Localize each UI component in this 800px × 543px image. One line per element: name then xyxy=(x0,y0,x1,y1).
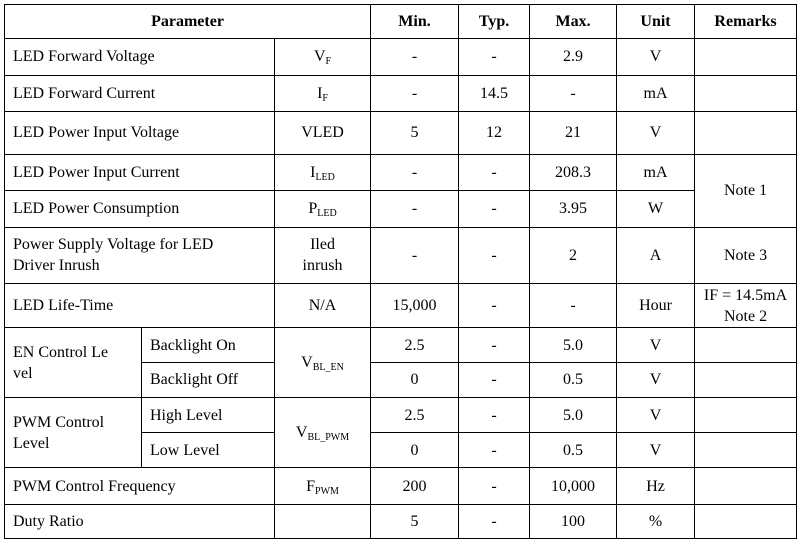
max-cell: 5.0 xyxy=(530,328,617,362)
symbol-cell: $V_{BL\_PWM}$ xyxy=(275,397,371,468)
min-cell: - xyxy=(371,75,459,111)
unit-cell: V xyxy=(617,397,695,432)
header-row xyxy=(5,5,797,39)
parameter-name: Power Supply Voltage for LED Driver Inrush xyxy=(5,227,275,283)
typ-cell: - xyxy=(459,39,530,75)
unit-cell: W xyxy=(617,191,695,227)
table-row xyxy=(5,75,797,111)
min-cell: - xyxy=(371,155,459,191)
symbol-cell: $F_{PWM}$ xyxy=(275,468,371,504)
min-cell: - xyxy=(371,39,459,75)
unit-cell: V xyxy=(617,362,695,397)
min-cell: 15,000 xyxy=(371,284,459,328)
remarks-cell xyxy=(695,433,797,468)
table-row xyxy=(5,328,797,362)
group-pwm-control: PWM Control Level xyxy=(5,397,142,468)
max-cell: 100 xyxy=(530,504,617,538)
sub-parameter: High Level xyxy=(142,397,275,432)
typ-cell: - xyxy=(459,155,530,191)
remarks-cell xyxy=(695,39,797,75)
max-cell: 2.9 xyxy=(530,39,617,75)
min-cell: 0 xyxy=(371,433,459,468)
unit-cell: % xyxy=(617,504,695,538)
table-row xyxy=(5,111,797,154)
remarks-cell xyxy=(695,328,797,362)
max-cell: - xyxy=(530,284,617,328)
header-typ: Typ. xyxy=(459,5,530,39)
unit-cell: mA xyxy=(617,155,695,191)
table-row xyxy=(5,155,797,191)
remarks-cell xyxy=(695,111,797,154)
min-cell: 2.5 xyxy=(371,328,459,362)
max-cell: 0.5 xyxy=(530,433,617,468)
max-cell: - xyxy=(530,75,617,111)
max-cell: 10,000 xyxy=(530,468,617,504)
parameter-name: LED Forward Current xyxy=(5,75,275,111)
remarks-cell xyxy=(695,504,797,538)
typ-cell: - xyxy=(459,191,530,227)
typ-cell: - xyxy=(459,468,530,504)
parameter-name: LED Power Input Current xyxy=(5,155,275,191)
group-en-control: EN Control Le vel xyxy=(5,328,142,398)
led-spec-table xyxy=(4,4,797,539)
typ-cell: - xyxy=(459,433,530,468)
unit-cell: mA xyxy=(617,75,695,111)
table-row xyxy=(5,39,797,75)
header-parameter: Parameter xyxy=(5,5,371,39)
symbol-cell: $V_F$ xyxy=(275,39,371,75)
symbol-cell: N/A xyxy=(275,284,371,328)
parameter-name: LED Life-Time xyxy=(5,284,275,328)
symbol-cell: $V_{BL\_EN}$ xyxy=(275,328,371,398)
table-row xyxy=(5,504,797,538)
unit-cell: A xyxy=(617,227,695,283)
unit-cell: V xyxy=(617,328,695,362)
remarks-cell xyxy=(695,362,797,397)
remarks-cell xyxy=(695,468,797,504)
symbol-cell: $I_F$ xyxy=(275,75,371,111)
unit-cell: Hz xyxy=(617,468,695,504)
typ-cell: - xyxy=(459,397,530,432)
min-cell: 2.5 xyxy=(371,397,459,432)
remarks-note1: Note 1 xyxy=(695,155,797,228)
max-cell: 2 xyxy=(530,227,617,283)
parameter-name: Duty Ratio xyxy=(5,504,275,538)
unit-cell: V xyxy=(617,111,695,154)
max-cell: 21 xyxy=(530,111,617,154)
max-cell: 5.0 xyxy=(530,397,617,432)
min-cell: 0 xyxy=(371,362,459,397)
symbol-cell: VLED xyxy=(275,111,371,154)
parameter-name: PWM Control Frequency xyxy=(5,468,275,504)
unit-cell: V xyxy=(617,433,695,468)
remarks-cell xyxy=(695,75,797,111)
min-cell: 5 xyxy=(371,111,459,154)
parameter-name: LED Power Consumption xyxy=(5,191,275,227)
table-row xyxy=(5,227,797,283)
header-unit: Unit xyxy=(617,5,695,39)
symbol-cell: $P_{LED}$ xyxy=(275,191,371,227)
unit-cell: Hour xyxy=(617,284,695,328)
sub-parameter: Low Level xyxy=(142,433,275,468)
header-min: Min. xyxy=(371,5,459,39)
parameter-name: LED Forward Voltage xyxy=(5,39,275,75)
symbol-cell xyxy=(275,504,371,538)
symbol-cell: Iled inrush xyxy=(275,227,371,283)
typ-cell: - xyxy=(459,284,530,328)
symbol-cell: $I_{LED}$ xyxy=(275,155,371,191)
sub-parameter: Backlight Off xyxy=(142,362,275,397)
header-max: Max. xyxy=(530,5,617,39)
unit-cell: V xyxy=(617,39,695,75)
min-cell: - xyxy=(371,227,459,283)
header-remarks: Remarks xyxy=(695,5,797,39)
min-cell: - xyxy=(371,191,459,227)
sub-parameter: Backlight On xyxy=(142,328,275,362)
min-cell: 200 xyxy=(371,468,459,504)
max-cell: 3.95 xyxy=(530,191,617,227)
remarks-cell xyxy=(695,397,797,432)
min-cell: 5 xyxy=(371,504,459,538)
table-row xyxy=(5,397,797,432)
remarks-life: IF = 14.5mA Note 2 xyxy=(695,284,797,328)
remarks-note3: Note 3 xyxy=(695,227,797,283)
table-row xyxy=(5,468,797,504)
typ-cell: - xyxy=(459,328,530,362)
parameter-name: LED Power Input Voltage xyxy=(5,111,275,154)
table-row xyxy=(5,284,797,328)
typ-cell: 12 xyxy=(459,111,530,154)
typ-cell: - xyxy=(459,362,530,397)
typ-cell: 14.5 xyxy=(459,75,530,111)
max-cell: 208.3 xyxy=(530,155,617,191)
max-cell: 0.5 xyxy=(530,362,617,397)
typ-cell: - xyxy=(459,504,530,538)
typ-cell: - xyxy=(459,227,530,283)
table-row xyxy=(5,191,797,227)
